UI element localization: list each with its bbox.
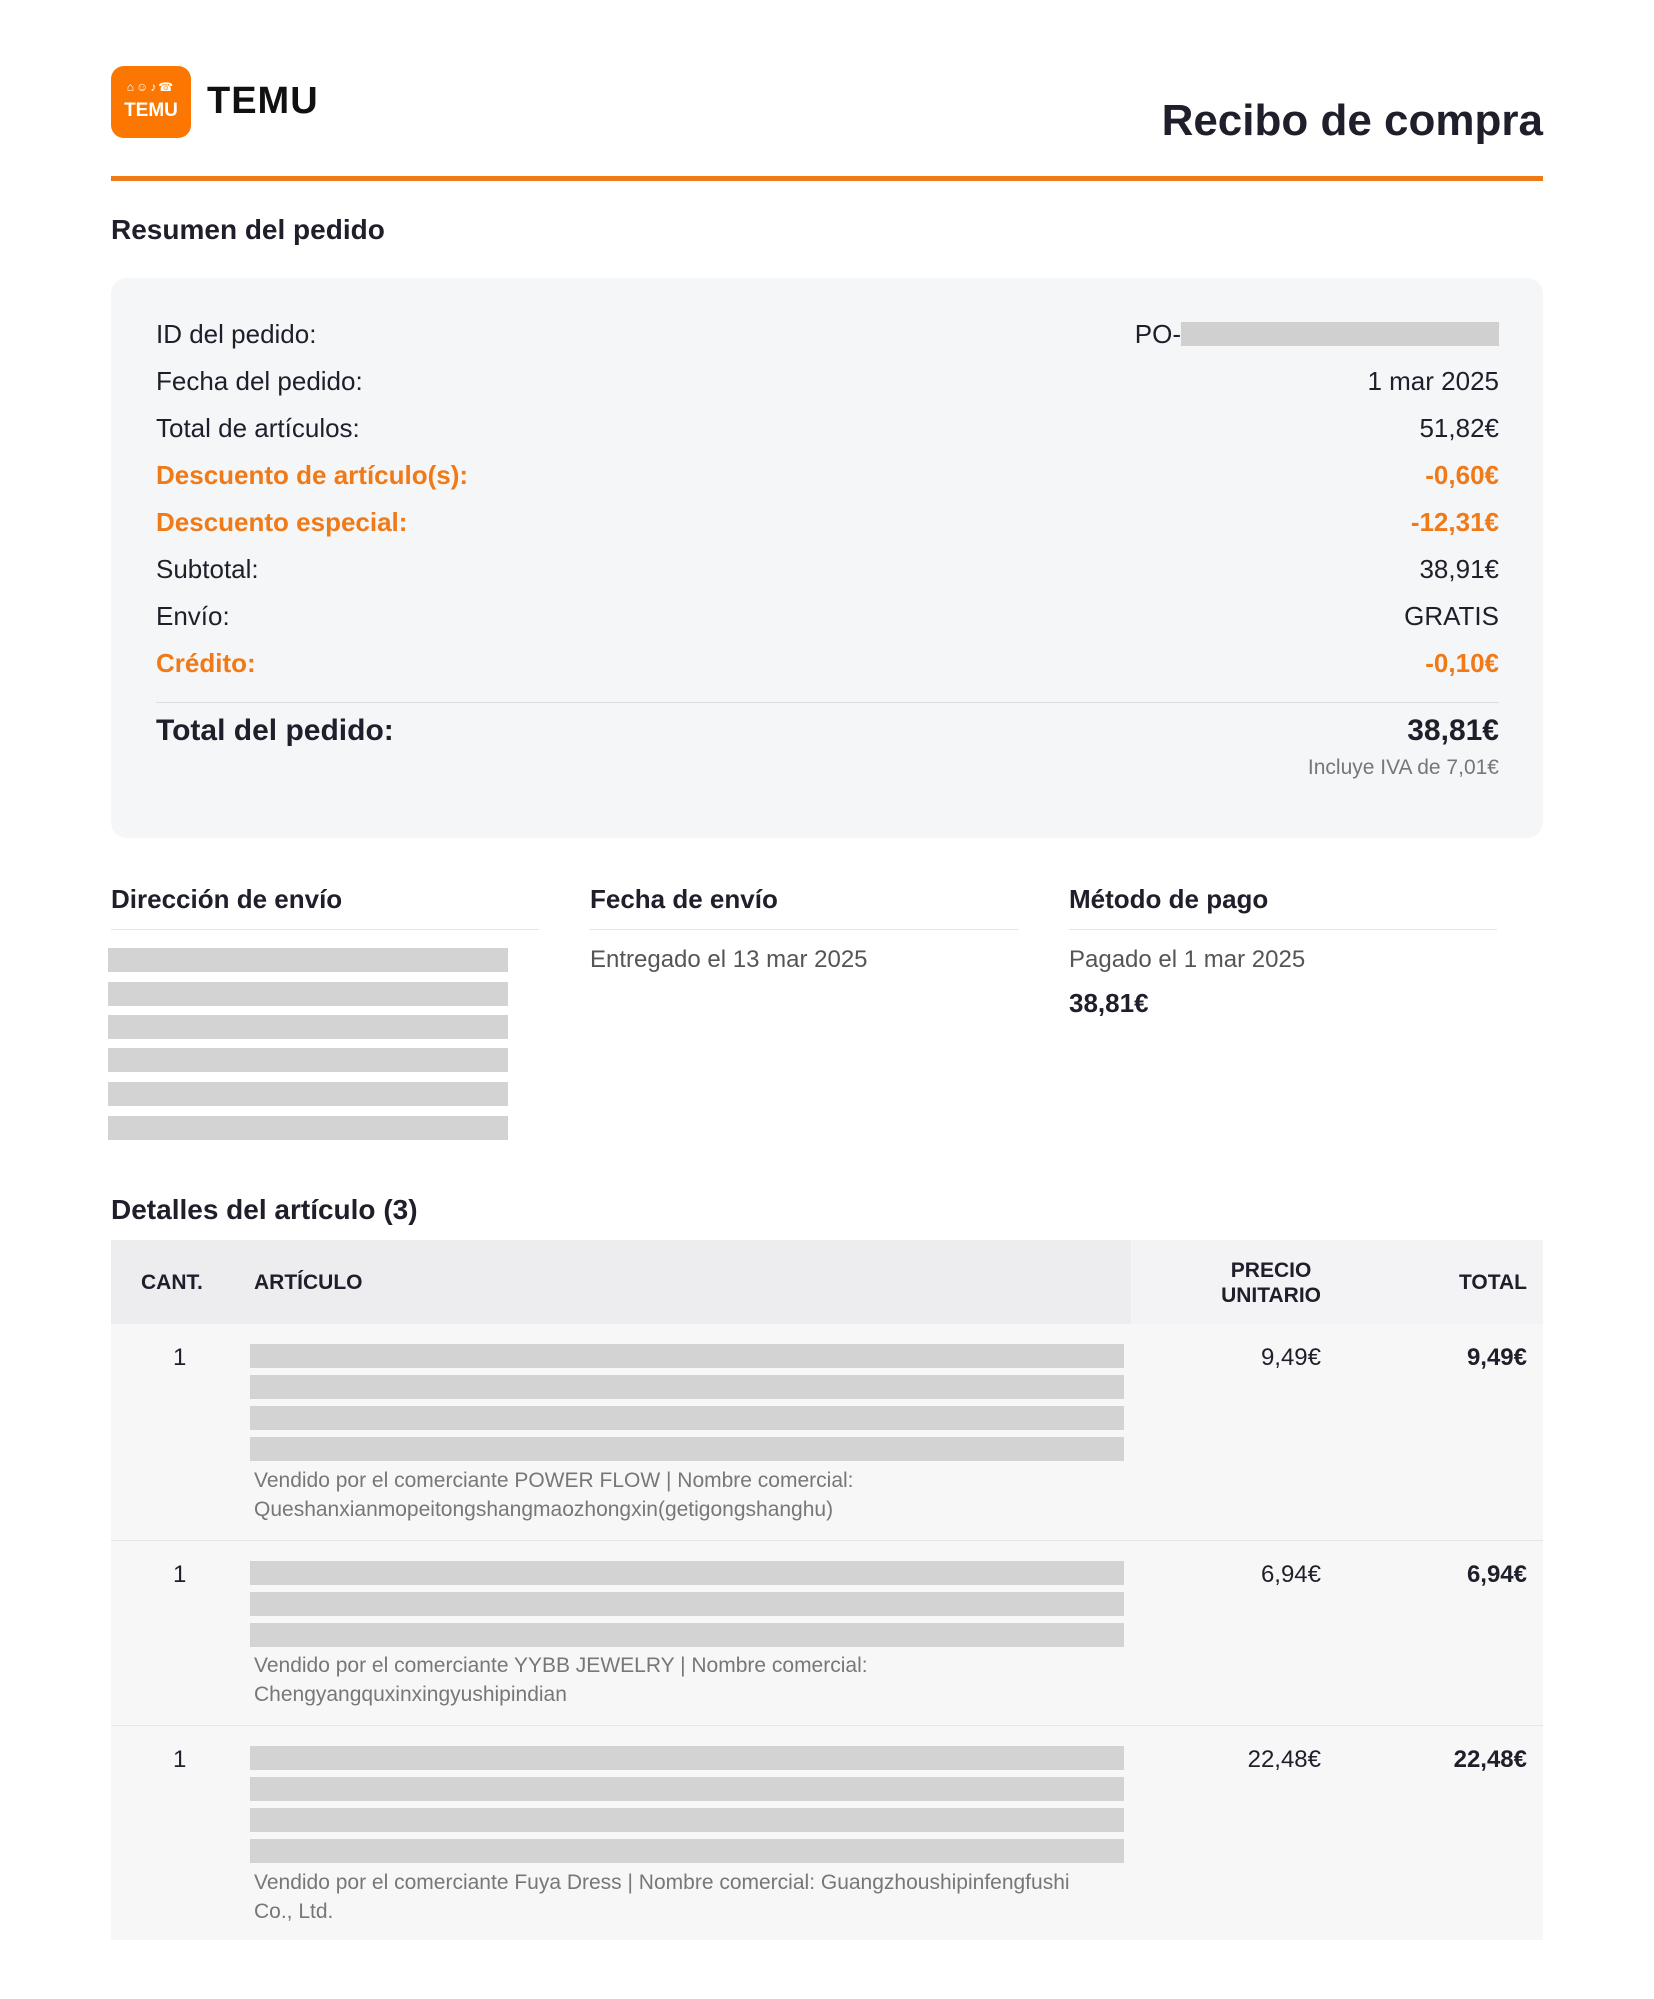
summary-row-credit bbox=[156, 645, 1499, 681]
redacted-item-name bbox=[250, 1746, 1124, 1870]
unit-price-line2: UNITARIO bbox=[1221, 1284, 1321, 1307]
summary-label: Descuento de artículo(s): bbox=[156, 460, 469, 490]
shipping-date-section bbox=[590, 884, 1018, 974]
summary-value: -0,60€ bbox=[1425, 460, 1499, 490]
redacted-address-line bbox=[108, 1082, 508, 1106]
item-qty: 1 bbox=[173, 1344, 187, 1371]
item-total: 9,49€ bbox=[1466, 1344, 1527, 1371]
seller-line1: Vendido por el comerciante Fuya Dress | Nombre comercial: Guangzhoushipinfengfushi bbox=[254, 1871, 1070, 1894]
item-seller bbox=[254, 1868, 1134, 1926]
summary-value: 38,91€ bbox=[1419, 554, 1499, 584]
summary-divider bbox=[156, 702, 1499, 703]
unit-price-line1: PRECIO bbox=[1230, 1259, 1312, 1282]
table-row bbox=[111, 1540, 1543, 1725]
item-qty: 1 bbox=[173, 1561, 187, 1588]
item-total: 6,94€ bbox=[1466, 1561, 1527, 1588]
summary-label: Total de artículos: bbox=[156, 413, 360, 443]
vat-note: Incluye IVA de 7,01€ bbox=[1307, 756, 1499, 779]
item-seller bbox=[254, 1651, 1134, 1709]
summary-value: GRATIS bbox=[1404, 601, 1499, 631]
shipping-date-title: Fecha de envío bbox=[590, 884, 1018, 930]
redacted-address-line bbox=[108, 1015, 508, 1039]
receipt-header bbox=[111, 66, 1543, 181]
payment-date: Pagado el 1 mar 2025 bbox=[1069, 946, 1306, 973]
seller-line1: Vendido por el comerciante POWER FLOW | Nombre comercial: bbox=[254, 1469, 854, 1492]
table-row bbox=[111, 1324, 1543, 1540]
shipping-address-section bbox=[111, 884, 539, 930]
items-title: Detalles del artículo (3) bbox=[111, 1194, 418, 1225]
redacted-address-line bbox=[108, 1116, 508, 1140]
redacted-item-name bbox=[250, 1344, 1124, 1468]
summary-value bbox=[1135, 316, 1499, 352]
payment-method-section bbox=[1069, 884, 1497, 1019]
summary-label: Fecha del pedido: bbox=[156, 366, 363, 396]
payment-method-title: Método de pago bbox=[1069, 884, 1497, 930]
summary-row-item-discount bbox=[156, 457, 1499, 493]
summary-label: ID del pedido: bbox=[156, 319, 317, 349]
col-header-qty: CANT. bbox=[141, 1271, 203, 1294]
summary-value: 51,82€ bbox=[1419, 413, 1499, 443]
seller-line2: Queshanxianmopeitongshangmaozhongxin(getigongshanghu) bbox=[254, 1498, 834, 1521]
item-seller bbox=[254, 1466, 1134, 1524]
items-table bbox=[111, 1240, 1543, 1940]
summary-label: Envío: bbox=[156, 601, 230, 631]
seller-line2: Co., Ltd. bbox=[254, 1900, 334, 1923]
shipping-address-title: Dirección de envío bbox=[111, 884, 539, 930]
table-header bbox=[111, 1240, 1543, 1324]
table-row bbox=[111, 1725, 1543, 1940]
order-summary-card bbox=[111, 278, 1543, 838]
logo-box-text: TEMU bbox=[124, 100, 178, 121]
summary-row-subtotal bbox=[156, 551, 1499, 587]
summary-row-order-total bbox=[156, 714, 1499, 754]
summary-value: -12,31€ bbox=[1410, 507, 1499, 537]
item-unit-price: 6,94€ bbox=[1260, 1561, 1321, 1588]
summary-row-order-id bbox=[156, 316, 1499, 352]
logo-glyphs: ⌂☺♪☎ bbox=[126, 80, 176, 94]
summary-value: -0,10€ bbox=[1425, 648, 1499, 678]
redacted-item-name bbox=[250, 1561, 1124, 1654]
delivery-status: Entregado el 13 mar 2025 bbox=[590, 946, 868, 973]
summary-row-date bbox=[156, 363, 1499, 399]
summary-label: Crédito: bbox=[156, 648, 256, 678]
col-header-unit-price bbox=[1221, 1258, 1321, 1308]
redacted-order-id bbox=[1181, 322, 1499, 346]
redacted-address-line bbox=[108, 982, 508, 1006]
redacted-address-line bbox=[108, 1048, 508, 1072]
summary-row-shipping bbox=[156, 598, 1499, 634]
order-total-value: 38,81€ bbox=[1407, 714, 1499, 747]
summary-row-special-discount bbox=[156, 504, 1499, 540]
summary-row-items-total bbox=[156, 410, 1499, 446]
seller-line2: Chengyangquxinxingyushipindian bbox=[254, 1683, 567, 1706]
summary-value: 1 mar 2025 bbox=[1367, 366, 1499, 396]
brand-name: TEMU bbox=[207, 80, 319, 122]
redacted-address-line bbox=[108, 948, 508, 972]
item-total: 22,48€ bbox=[1453, 1746, 1527, 1773]
payment-amount: 38,81€ bbox=[1069, 988, 1149, 1018]
item-unit-price: 9,49€ bbox=[1260, 1344, 1321, 1371]
temu-logo-icon bbox=[111, 66, 191, 138]
col-header-item: ARTÍCULO bbox=[254, 1271, 363, 1294]
seller-line1: Vendido por el comerciante YYBB JEWELRY | Nombre comercial: bbox=[254, 1654, 868, 1677]
page-title: Recibo de compra bbox=[1161, 96, 1543, 145]
summary-title: Resumen del pedido bbox=[111, 214, 385, 245]
summary-label: Subtotal: bbox=[156, 554, 259, 584]
order-total-label: Total del pedido: bbox=[156, 714, 394, 747]
item-unit-price: 22,48€ bbox=[1247, 1746, 1321, 1773]
summary-label: Descuento especial: bbox=[156, 507, 408, 537]
order-id-prefix: PO- bbox=[1134, 319, 1181, 349]
col-header-total: TOTAL bbox=[1458, 1271, 1527, 1294]
item-qty: 1 bbox=[173, 1746, 187, 1773]
